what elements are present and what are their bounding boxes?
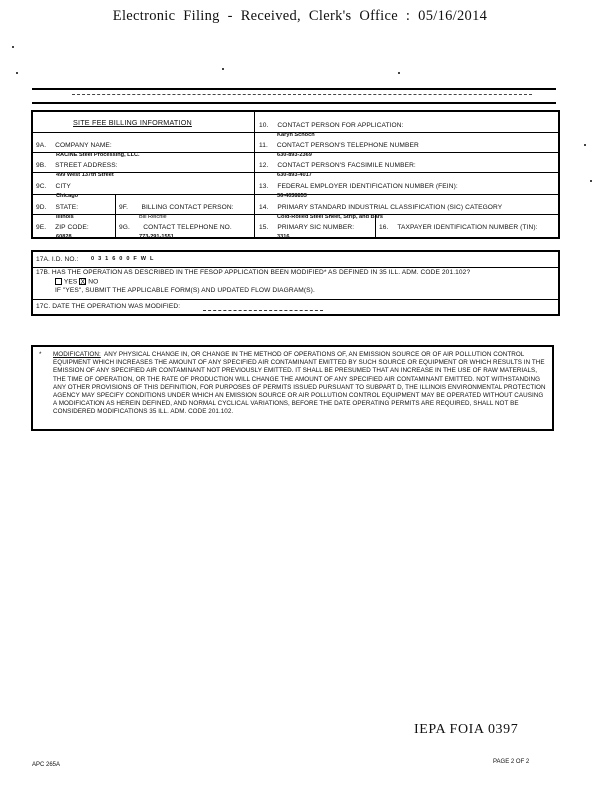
- foia-stamp: IEPA FOIA 0397: [414, 722, 519, 737]
- zip-value: 60828: [56, 234, 72, 240]
- field-number: 12.: [259, 162, 269, 169]
- definition-box: [31, 345, 554, 431]
- page-number: PAGE 2 OF 2: [493, 759, 530, 765]
- scan-speck: [584, 144, 586, 146]
- field-number: 15.: [259, 224, 269, 231]
- field-label: TAXPAYER IDENTIFICATION NUMBER (TIN):: [397, 224, 538, 231]
- field-label: STATE:: [55, 204, 79, 211]
- scan-speck: [12, 46, 14, 48]
- field-label: ZIP CODE:: [55, 224, 89, 231]
- id-number-value: 0 3 1 6 0 0 F W L: [91, 256, 155, 262]
- field-label: CONTACT PERSON'S FACSIMILE NUMBER:: [277, 162, 416, 169]
- sic-category-value: Cold-Rolled Steel Sheet, Strip, and Bars: [277, 214, 383, 220]
- field-label: PRIMARY SIC NUMBER:: [277, 224, 355, 231]
- state-value: Illinois: [56, 214, 74, 220]
- modified-note: IF "YES", SUBMIT THE APPLICABLE FORM(S) AND UPDATED FLOW DIAGRAM(S).: [55, 287, 315, 294]
- field-number: 9C.: [36, 183, 47, 190]
- field-label: PRIMARY STANDARD INDUSTRIAL CLASSIFICATION (SIC) CATEGORY: [277, 204, 503, 211]
- field-number: 9B.: [36, 162, 47, 169]
- field-number: 9D.: [36, 204, 47, 211]
- form-code: APC 265A: [32, 762, 61, 768]
- billing-phone-cell: [119, 216, 253, 241]
- yes-label: YES: [63, 278, 78, 286]
- city-value: Chicago: [56, 193, 79, 199]
- field-number: 11.: [259, 142, 268, 149]
- billing-contact-value: Bill Reichle: [139, 214, 167, 220]
- definition-bullet: *: [39, 351, 42, 358]
- field-number: 9E.: [36, 224, 47, 231]
- field-label: CITY: [55, 183, 71, 190]
- field-label: COMPANY NAME:: [55, 142, 112, 149]
- no-label: NO: [88, 278, 99, 286]
- definition-text: [39, 351, 546, 417]
- yes-checkbox[interactable]: [55, 278, 62, 285]
- zip-cell: [36, 216, 114, 241]
- date-modified-label: 17C. DATE THE OPERATION WAS MODIFIED:: [36, 303, 181, 310]
- company-name-value: RACINE Steel Processing, LLC.: [56, 152, 140, 158]
- field-label: BILLING CONTACT PERSON:: [141, 204, 234, 211]
- field-number: 14.: [259, 204, 269, 211]
- contact-fax-value: 630-893-4017: [277, 172, 312, 178]
- fein-value: 36-4038853: [277, 193, 307, 199]
- no-checkbox[interactable]: X: [80, 279, 86, 286]
- primary-sic-cell: [259, 216, 373, 241]
- operation-modification-box: [31, 250, 560, 316]
- taxpayer-cell: [379, 216, 559, 234]
- field-number: 13.: [259, 183, 269, 190]
- contact-person-value: Karyn Schoch: [277, 132, 315, 138]
- field-number: 9F.: [119, 204, 129, 211]
- street-address-value: 499 West 137th Street: [56, 172, 114, 178]
- id-number-label: 17A. I.D. NO.:: [36, 256, 79, 263]
- section-title: SITE FEE BILLING INFORMATION: [73, 118, 192, 127]
- field-label: CONTACT PERSON'S TELEPHONE NUMBER: [276, 142, 419, 149]
- top-separator-bar: [32, 88, 556, 104]
- field-label: FEDERAL EMPLOYER IDENTIFICATION NUMBER (FEIN):: [277, 183, 458, 190]
- field-number: 10.: [259, 122, 269, 129]
- yes-no-options: [55, 278, 98, 286]
- field-label: CONTACT TELEPHONE NO.: [143, 224, 232, 231]
- definition-body: ANY PHYSICAL CHANGE IN, OR CHANGE IN THE METHOD OF OPERATIONS OF, AN EMISSION SOURCE OR OF AIR POLLUTION CONTROL EQUIPMENT WHICH INCREASES THE AMOUNT OF ANY SPECIFIED AIR CONTAMINANT EMITTED BY SUCH SOURCE OR EQUIPMENT OR WHICH RESULTS IN THE EMISSION OF ANY SPECIFIED AIR CONTAMINANT NOT PREVIOUSLY EMITTED. IT SHALL BE PRESUMED THAT AN INCREASE IN THE USE OF RAW MATERIALS, THE TIME OF OPERATION, OR THE RATE OF PRODUCTION WILL CHANGE THE AMOUNT OF ANY SPECIFIED AIR CONTAMINANT EMITTED. NOT WITHSTANDING ANY OTHER PROVISIONS OF THIS DEFINITION, FOR PURPOSES OF PERMITS ISSUED PURSUANT TO SUBPART D, THE ILLINOIS ENVIRONMENTAL PROTECTION AGENCY MAY SPECIFY CONDITIONS UNDER WHICH AN EMISSION SOURCE OR AIR POLLUTION CONTROL EQUIPMENT MAY BE OPERATED WITHOUT CAUSING A MODIFICATION AS HEREIN DEFINED, AND NORMAL CYCLICAL VARIATIONS, BEFORE THE DATE OPERATING PERMITS ARE REQUIRED, SHALL NOT BE CONSIDERED MODIFICATIONS 35 ILL. ADM. CODE 201.102.: [53, 351, 546, 416]
- primary-sic-value: 3316: [277, 234, 290, 240]
- modified-question: 17B. HAS THE OPERATION AS DESCRIBED IN THE FESOP APPLICATION BEEN MODIFIED* AS DEFINED IN 35 ILL. ADM. CODE 201.102?: [36, 269, 471, 276]
- field-label: STREET ADDRESS:: [55, 162, 118, 169]
- field-label: CONTACT PERSON FOR APPLICATION:: [277, 122, 404, 129]
- definition-term: MODIFICATION:: [53, 351, 101, 358]
- field-number: 16.: [379, 224, 389, 231]
- billing-phone-value: 773-291-1551: [139, 234, 174, 240]
- date-modified-field[interactable]: [203, 310, 323, 311]
- scan-speck: [398, 72, 400, 74]
- scan-speck: [590, 180, 592, 182]
- site-fee-billing-form: [31, 110, 560, 239]
- contact-phone-value: 630-893-2369: [277, 152, 312, 158]
- field-number: 9G.: [119, 224, 130, 231]
- scan-speck: [222, 68, 224, 70]
- field-number: 9A.: [36, 142, 47, 149]
- scan-speck: [16, 72, 18, 74]
- filing-header: Electronic Filing - Received, Clerk's Office : 05/16/2014: [112, 8, 488, 24]
